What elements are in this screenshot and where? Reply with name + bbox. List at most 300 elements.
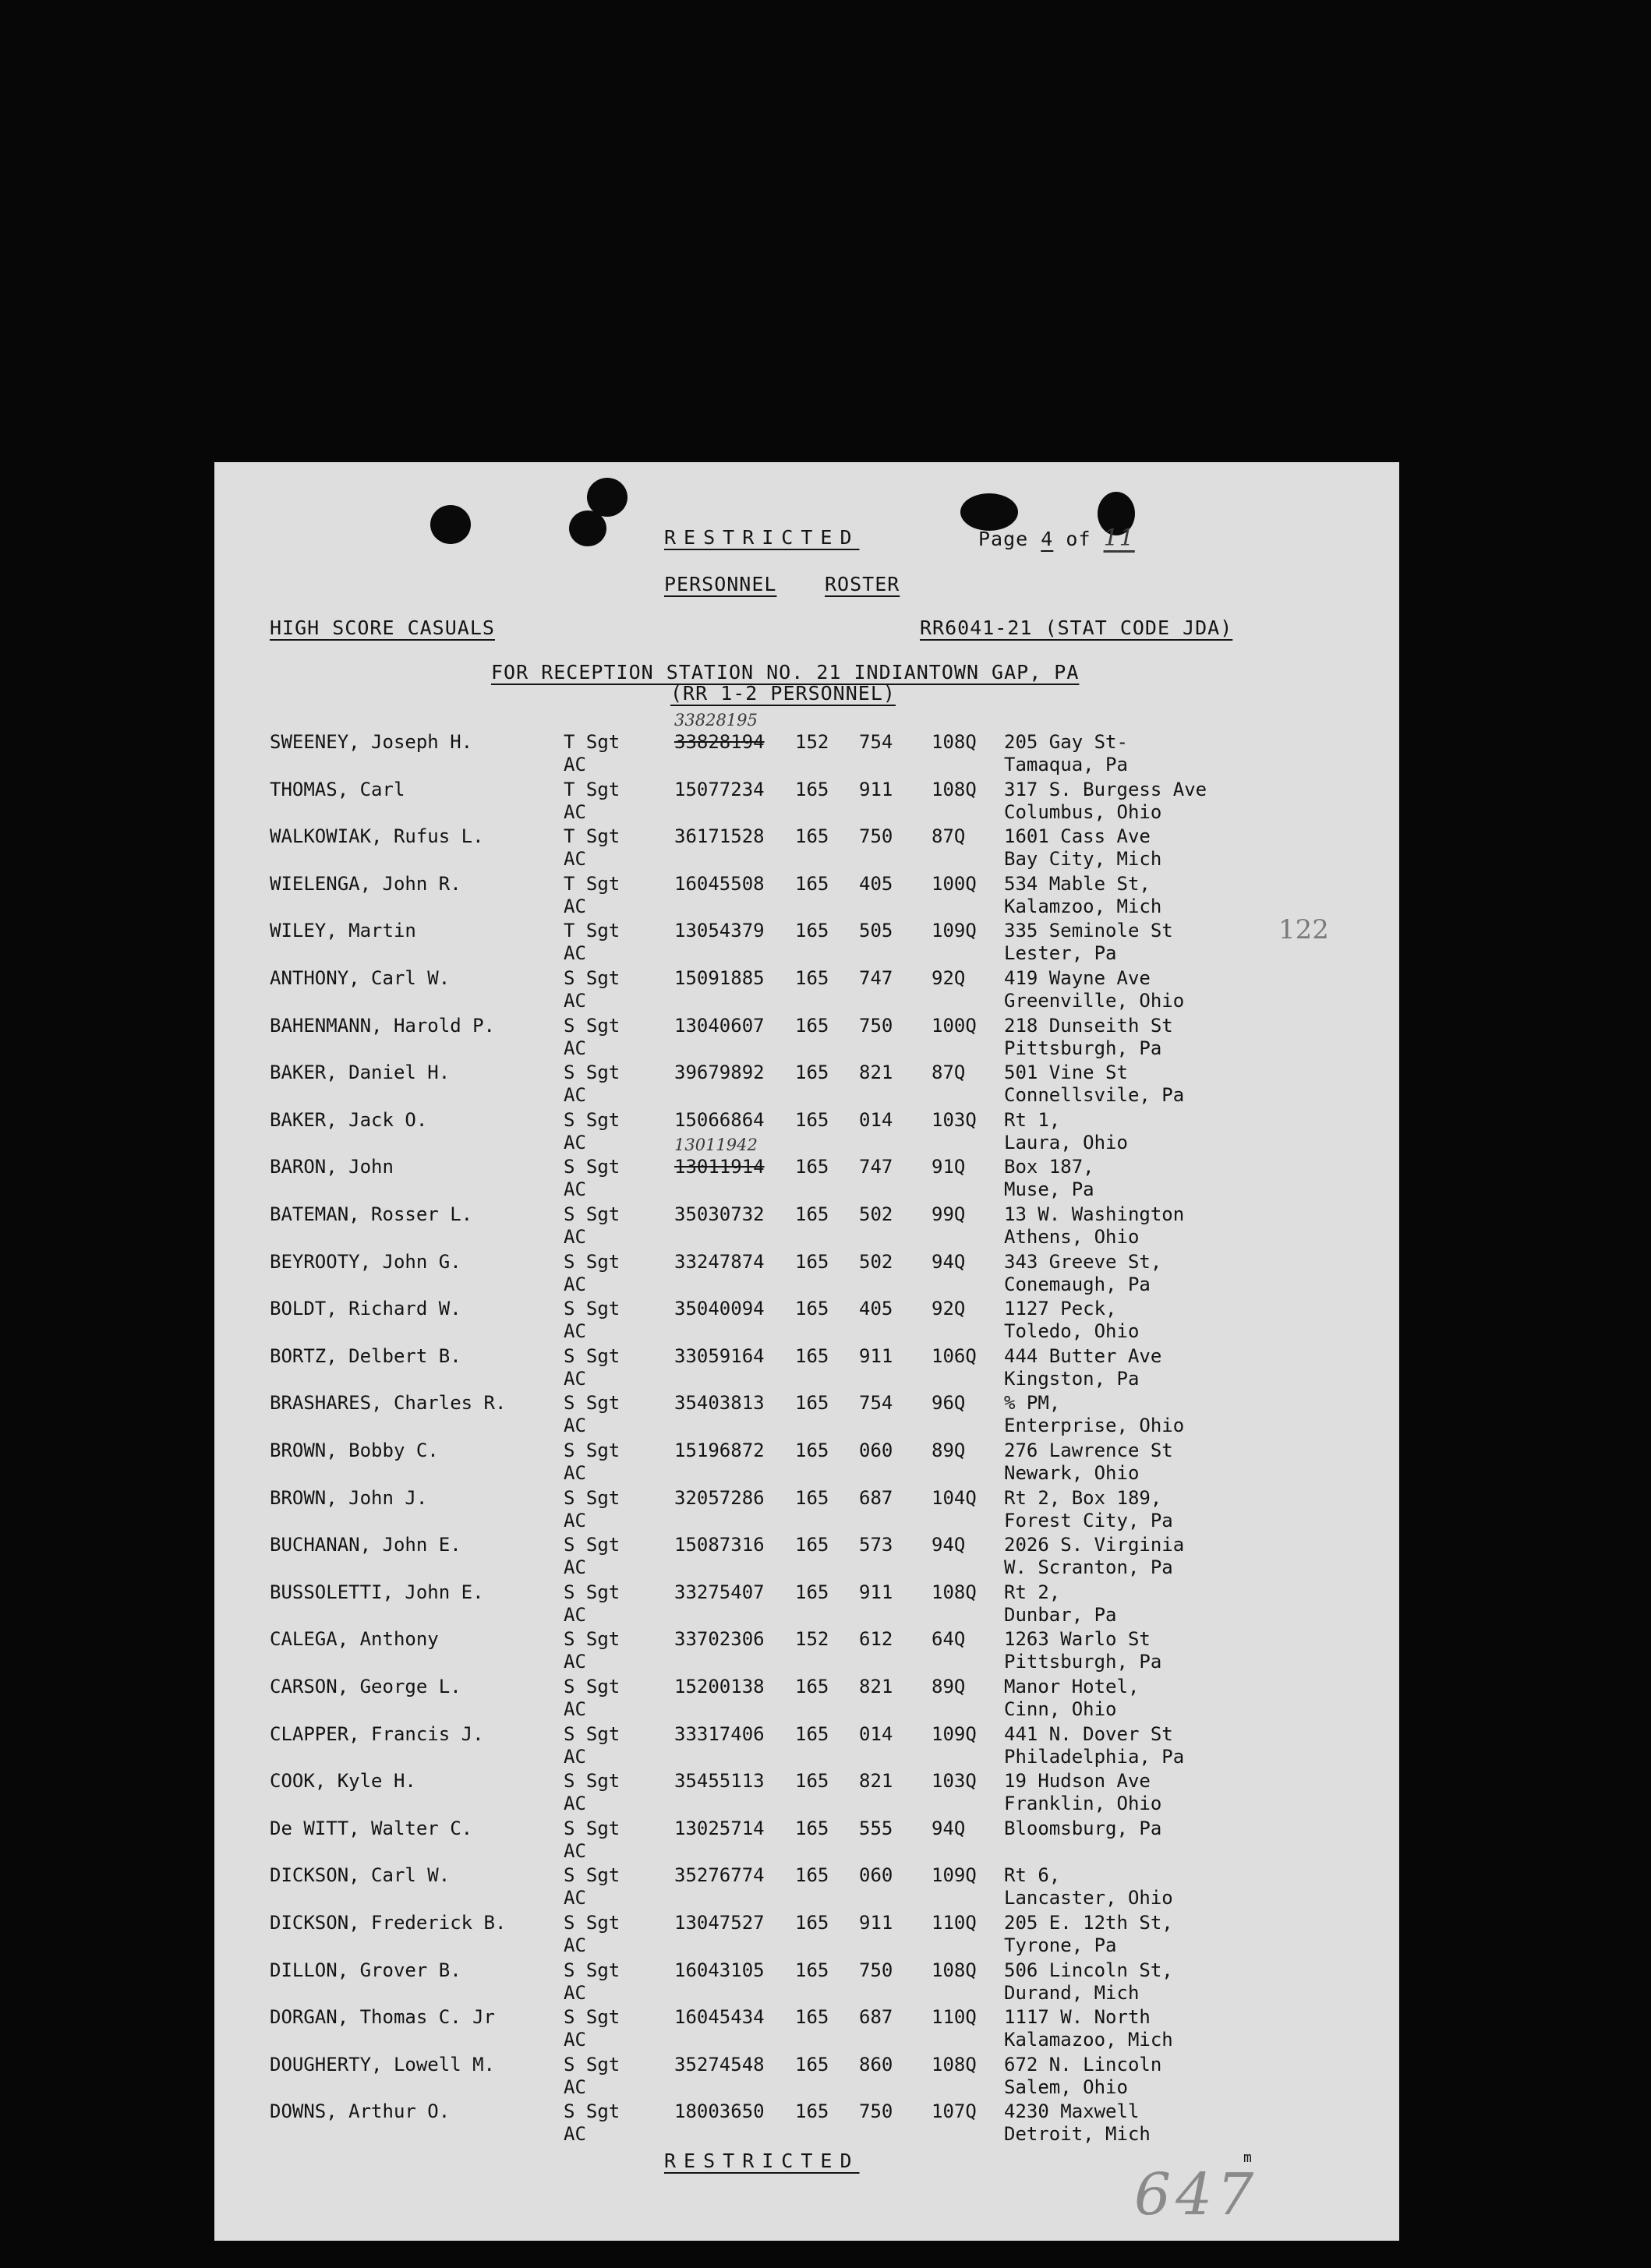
roster-serial: 39679892: [674, 1062, 765, 1084]
table-row: [214, 1345, 1399, 1392]
unit-name: HIGH SCORE CASUALS: [270, 616, 495, 639]
roster-grade: S Sgt: [564, 1486, 620, 1509]
roster-address-line-2: Tyrone, Pa: [1004, 1934, 1117, 1956]
roster-branch: AC: [564, 1887, 586, 1909]
roster-code-1: 165: [795, 1440, 829, 1461]
table-row: [214, 873, 1399, 920]
roster-name: WILEY, Martin: [270, 920, 416, 942]
roster-branch: AC: [564, 1556, 586, 1579]
roster-address-line-2: Greenville, Ohio: [1004, 990, 1185, 1012]
punch-hole: [430, 505, 471, 544]
roster-code-2: 573: [859, 1534, 893, 1556]
roster-serial: 33317406: [674, 1722, 765, 1745]
roster-grade: S Sgt: [564, 2053, 620, 2075]
roster-grade: S Sgt: [564, 1864, 620, 1887]
roster-name: BUSSOLETTI, John E.: [270, 1581, 484, 1603]
roster-address-line-1: Rt 2, Box 189,: [1004, 1486, 1162, 1509]
roster-score: 87Q: [932, 825, 966, 848]
roster-address-line-1: 1127 Peck,: [1004, 1298, 1117, 1320]
roster-address-line-2: Salem, Ohio: [1004, 2075, 1128, 2098]
roster-score: 109Q: [932, 1864, 977, 1887]
roster-score: 92Q: [932, 1298, 966, 1320]
roster-code-1: 165: [795, 1864, 829, 1887]
roster-address-line-2: Conemaugh, Pa: [1004, 1273, 1151, 1295]
roster-address-line-1: 1263 Warlo St: [1004, 1628, 1151, 1651]
roster-score: 108Q: [932, 731, 977, 753]
table-row: [214, 1251, 1399, 1298]
roster-serial: 13025714: [674, 1817, 765, 1839]
roster-serial: 13047527: [674, 1912, 765, 1934]
roster-grade: S Sgt: [564, 1203, 620, 1225]
roster-branch: AC: [564, 1367, 586, 1390]
roster-name: BAKER, Daniel H.: [270, 1062, 451, 1084]
roster-code-1: 165: [795, 1250, 829, 1273]
roster-grade: S Sgt: [564, 1959, 620, 1981]
roster-grade: S Sgt: [564, 2100, 620, 2123]
table-row: [214, 1440, 1399, 1486]
roster-code-2: 821: [859, 1062, 893, 1084]
table-row: [214, 920, 1399, 966]
roster-branch: AC: [564, 1462, 586, 1484]
roster-address-line-1: 2026 S. Virginia: [1004, 1534, 1185, 1556]
roster-code-1: 165: [795, 920, 829, 942]
roster-score: 91Q: [932, 1156, 966, 1178]
roster-address-line-2: Tamaqua, Pa: [1004, 754, 1128, 775]
roster-code-2: 747: [859, 967, 893, 989]
roster-score: 100Q: [932, 872, 977, 895]
roster-code-1: 165: [795, 778, 829, 800]
roster-serial: 16045508: [674, 872, 765, 895]
roster-grade: S Sgt: [564, 1250, 620, 1273]
roster-branch: AC: [564, 1320, 586, 1343]
roster-address-line-2: Forest City, Pa: [1004, 1509, 1173, 1531]
roster-code-2: 860: [859, 2053, 893, 2075]
roster-branch: AC: [564, 2029, 586, 2051]
table-row: [214, 2006, 1399, 2053]
roster-grade: S Sgt: [564, 1581, 620, 1603]
table-row: [214, 1628, 1399, 1675]
roster-code-1: 165: [795, 1676, 829, 1697]
roster-serial: 15087316: [674, 1534, 765, 1556]
roster-address-line-2: Columbus, Ohio: [1004, 800, 1162, 823]
roster-grade: T Sgt: [564, 920, 620, 942]
roster-code-2: 821: [859, 1676, 893, 1697]
roster-address-line-1: 218 Dunseith St: [1004, 1014, 1173, 1037]
roster-grade: S Sgt: [564, 1156, 620, 1178]
roster-branch: AC: [564, 1037, 586, 1059]
roster-name: BRASHARES, Charles R.: [270, 1392, 507, 1415]
roster-address-line-1: 1117 W. North: [1004, 2006, 1151, 2029]
roster-branch: AC: [564, 895, 586, 917]
roster-grade: S Sgt: [564, 1392, 620, 1415]
roster-score: 109Q: [932, 920, 977, 942]
handwritten-serial-correction: 33828195: [674, 711, 758, 730]
roster-address-line-1: 343 Greeve St,: [1004, 1250, 1162, 1273]
table-row: [214, 1392, 1399, 1439]
table-row: [214, 1770, 1399, 1817]
roster-name: ANTHONY, Carl W.: [270, 967, 451, 989]
roster-address-line-2: Pittsburgh, Pa: [1004, 1037, 1162, 1059]
roster-name: BEYROOTY, John G.: [270, 1250, 461, 1273]
table-row: [214, 1203, 1399, 1250]
roster-grade: S Sgt: [564, 1108, 620, 1131]
roster-branch: AC: [564, 1273, 586, 1295]
roster-grade: T Sgt: [564, 825, 620, 848]
roster-code-2: 911: [859, 778, 893, 800]
page-label: Page: [978, 528, 1029, 550]
roster-serial: 33702306: [674, 1628, 765, 1651]
roster-address-line-1: 317 S. Burgess Ave: [1004, 778, 1207, 800]
roster-serial: 35274548: [674, 2053, 765, 2075]
roster-code-2: 747: [859, 1156, 893, 1178]
roster-score: 108Q: [932, 2053, 977, 2075]
roster-score: 110Q: [932, 1912, 977, 1934]
roster-serial: 15066864: [674, 1108, 765, 1131]
roster-branch: AC: [564, 1226, 586, 1248]
roster-name: COOK, Kyle H.: [270, 1770, 416, 1793]
roster-score: 107Q: [932, 2100, 977, 2123]
roster-serial: 32057286: [674, 1486, 765, 1509]
roster-code-1: 165: [795, 1344, 829, 1367]
roster-branch: AC: [564, 800, 586, 823]
roster-address-line-2: Lester, Pa: [1004, 942, 1117, 965]
roster-address-line-1: Manor Hotel,: [1004, 1676, 1140, 1697]
handwritten-serial-correction: 13011942: [674, 1136, 758, 1155]
roster-grade: S Sgt: [564, 967, 620, 989]
roster-address-line-1: 335 Seminole St: [1004, 920, 1173, 942]
roster-score: 94Q: [932, 1250, 966, 1273]
roster-name: CLAPPER, Francis J.: [270, 1722, 484, 1745]
roster-score: 64Q: [932, 1628, 966, 1651]
roster-address-line-1: 672 N. Lincoln: [1004, 2053, 1162, 2075]
roster-code-1: 165: [795, 1392, 829, 1415]
roster-branch: AC: [564, 1934, 586, 1956]
roster-code-2: 060: [859, 1440, 893, 1461]
roster-address-line-2: Kingston, Pa: [1004, 1367, 1140, 1390]
title-roster: ROSTER: [825, 573, 900, 595]
table-row: [214, 1015, 1399, 1062]
roster-grade: T Sgt: [564, 731, 620, 753]
roster-grade: S Sgt: [564, 1014, 620, 1037]
roster-branch: AC: [564, 1698, 586, 1720]
roster-address-line-2: Dunbar, Pa: [1004, 1603, 1117, 1626]
roster-serial: 13040607: [674, 1014, 765, 1037]
table-row: [214, 1818, 1399, 1864]
roster-code-2: 502: [859, 1250, 893, 1273]
sub-destination: (RR 1-2 PERSONNEL): [670, 682, 896, 705]
table-row: [214, 711, 1399, 778]
roster-score: 89Q: [932, 1440, 966, 1461]
roster-grade: S Sgt: [564, 1628, 620, 1651]
roster-branch: AC: [564, 2075, 586, 2098]
roster-address-line-1: 419 Wayne Ave: [1004, 967, 1151, 989]
roster-grade: T Sgt: [564, 872, 620, 895]
roster-address-line-1: 534 Mable St,: [1004, 872, 1151, 895]
roster-address-line-2: Franklin, Ohio: [1004, 1793, 1162, 1815]
roster-address-line-1: Rt 1,: [1004, 1108, 1061, 1131]
page-indicator: [978, 525, 1197, 552]
roster-code-1: 165: [795, 1014, 829, 1037]
page-of: of: [1066, 528, 1091, 550]
roster-branch: AC: [564, 990, 586, 1012]
roster-name: SWEENEY, Joseph H.: [270, 731, 473, 753]
roster-code-2: 821: [859, 1770, 893, 1793]
roster-code-2: 754: [859, 731, 893, 753]
roster-code-1: 165: [795, 1534, 829, 1556]
roster-branch: AC: [564, 942, 586, 965]
roster-address-line-2: Pittsburgh, Pa: [1004, 1651, 1162, 1673]
roster-code-1: 165: [795, 2006, 829, 2029]
roster-score: 110Q: [932, 2006, 977, 2029]
roster-address-line-1: Rt 6,: [1004, 1864, 1061, 1887]
roster-branch: AC: [564, 1839, 586, 1862]
roster-branch: AC: [564, 1745, 586, 1768]
roster-name: DOWNS, Arthur O.: [270, 2100, 451, 2123]
roster-score: 109Q: [932, 1722, 977, 1745]
roster-serial: 35040094: [674, 1298, 765, 1320]
roster-name: BARON, John: [270, 1156, 394, 1178]
roster-address-line-1: 441 N. Dover St: [1004, 1722, 1173, 1745]
classification-top: RESTRICTED: [664, 526, 860, 549]
roster-code-2: 505: [859, 920, 893, 942]
roster-grade: S Sgt: [564, 2006, 620, 2029]
roster-branch: AC: [564, 848, 586, 871]
roster-serial: 35030732: [674, 1203, 765, 1225]
table-row: [214, 1723, 1399, 1770]
classification-bottom: RESTRICTED: [664, 2150, 860, 2172]
roster-code-2: 750: [859, 825, 893, 848]
roster-grade: S Sgt: [564, 1344, 620, 1367]
order-reference: RR6041-21 (STAT CODE JDA): [920, 616, 1233, 639]
title-personnel: PERSONNEL: [664, 573, 777, 595]
roster-code-1: 165: [795, 2100, 829, 2123]
roster-score: 87Q: [932, 1062, 966, 1084]
roster-code-1: 165: [795, 1108, 829, 1131]
roster-code-2: 750: [859, 1014, 893, 1037]
roster-score: 103Q: [932, 1770, 977, 1793]
roster-code-1: 152: [795, 1628, 829, 1651]
roster-score: 108Q: [932, 1959, 977, 1981]
roster-code-1: 165: [795, 1817, 829, 1839]
roster-grade: S Sgt: [564, 1534, 620, 1556]
roster-code-1: 165: [795, 1062, 829, 1084]
roster-score: 108Q: [932, 1581, 977, 1603]
roster-address-line-2: Lancaster, Ohio: [1004, 1887, 1173, 1909]
destination: FOR RECEPTION STATION NO. 21 INDIANTOWN GAP, PA: [491, 661, 1080, 684]
roster-code-2: 754: [859, 1392, 893, 1415]
table-row: [214, 1062, 1399, 1108]
roster-name: DOUGHERTY, Lowell M.: [270, 2053, 495, 2075]
roster-code-1: 165: [795, 872, 829, 895]
roster-code-2: 911: [859, 1344, 893, 1367]
roster-code-2: 405: [859, 872, 893, 895]
roster-name: CARSON, George L.: [270, 1676, 461, 1697]
roster-address-line-2: W. Scranton, Pa: [1004, 1556, 1173, 1579]
roster-address-line-2: Athens, Ohio: [1004, 1226, 1140, 1248]
roster-code-2: 014: [859, 1108, 893, 1131]
table-row: [214, 1959, 1399, 2006]
roster-address-line-2: Muse, Pa: [1004, 1178, 1094, 1201]
roster-name: DICKSON, Frederick B.: [270, 1912, 507, 1934]
roster-name: BAKER, Jack O.: [270, 1108, 428, 1131]
roster-address-line-2: Cinn, Ohio: [1004, 1698, 1117, 1720]
table-row: [214, 1487, 1399, 1534]
roster-serial: 15196872: [674, 1440, 765, 1461]
table-row: [214, 2054, 1399, 2100]
table-row: [214, 1298, 1399, 1344]
roster-address-line-2: Enterprise, Ohio: [1004, 1415, 1185, 1437]
roster-grade: S Sgt: [564, 1298, 620, 1320]
roster-serial: 18003650: [674, 2100, 765, 2123]
roster-score: 106Q: [932, 1344, 977, 1367]
roster-name: BROWN, John J.: [270, 1486, 428, 1509]
roster-address-line-2: Philadelphia, Pa: [1004, 1745, 1185, 1768]
roster-address-line-2: Bay City, Mich: [1004, 848, 1162, 871]
roster-branch: AC: [564, 1178, 586, 1201]
side-stamp: 122: [1278, 914, 1329, 945]
roster-address-line-2: Toledo, Ohio: [1004, 1320, 1140, 1343]
roster-name: BUCHANAN, John E.: [270, 1534, 461, 1556]
roster-name: CALEGA, Anthony: [270, 1628, 439, 1651]
roster-code-2: 687: [859, 1486, 893, 1509]
roster-address-line-1: Rt 2,: [1004, 1581, 1061, 1603]
roster-serial: 35403813: [674, 1392, 765, 1415]
roster-score: 104Q: [932, 1486, 977, 1509]
roster-address-line-1: 205 Gay St-: [1004, 731, 1128, 753]
roster-code-1: 165: [795, 1298, 829, 1320]
table-row: [214, 1864, 1399, 1911]
roster-address-line-1: 501 Vine St: [1004, 1062, 1128, 1084]
roster-code-1: 165: [795, 1486, 829, 1509]
roster-address-line-1: 13 W. Washington: [1004, 1203, 1185, 1225]
table-row: [214, 1676, 1399, 1722]
roster-address-line-2: Durand, Mich: [1004, 1981, 1140, 2004]
roster-address-line-1: 205 E. 12th St,: [1004, 1912, 1173, 1934]
roster-address-line-1: 19 Hudson Ave: [1004, 1770, 1151, 1793]
roster-score: 100Q: [932, 1014, 977, 1037]
punch-hole: [569, 510, 606, 546]
roster-grade: S Sgt: [564, 1440, 620, 1461]
roster-address-line-1: 276 Lawrence St: [1004, 1440, 1173, 1461]
roster-code-1: 165: [795, 967, 829, 989]
corner-mark: m: [1243, 2150, 1252, 2166]
roster-name: WALKOWIAK, Rufus L.: [270, 825, 484, 848]
roster-name: BROWN, Bobby C.: [270, 1440, 439, 1461]
roster-serial: 33059164: [674, 1344, 765, 1367]
table-row: [214, 1109, 1399, 1156]
roster-code-2: 060: [859, 1864, 893, 1887]
roster-grade: S Sgt: [564, 1912, 620, 1934]
roster-branch: AC: [564, 754, 586, 775]
roster-grade: S Sgt: [564, 1770, 620, 1793]
roster-score: 108Q: [932, 778, 977, 800]
page-total: 11: [1103, 525, 1135, 552]
roster-code-2: 750: [859, 2100, 893, 2123]
roster-branch: AC: [564, 1793, 586, 1815]
roster-serial: 16043105: [674, 1959, 765, 1981]
roster-grade: S Sgt: [564, 1817, 620, 1839]
roster-name: DORGAN, Thomas C. Jr: [270, 2006, 495, 2029]
roster-score: 99Q: [932, 1203, 966, 1225]
roster-branch: AC: [564, 1415, 586, 1437]
table-row: [214, 825, 1399, 872]
roster-score: 92Q: [932, 967, 966, 989]
roster-name: BOLDT, Richard W.: [270, 1298, 461, 1320]
roster-branch: AC: [564, 1603, 586, 1626]
roster-address-line-1: Bloomsburg, Pa: [1004, 1817, 1162, 1839]
roster-serial: 13011914: [674, 1156, 765, 1178]
roster-score: 103Q: [932, 1108, 977, 1131]
roster-name: DILLON, Grover B.: [270, 1959, 461, 1981]
roster-code-1: 152: [795, 731, 829, 753]
roster-code-2: 750: [859, 1959, 893, 1981]
roster-branch: AC: [564, 1131, 586, 1153]
roster-code-1: 165: [795, 1912, 829, 1934]
roster-code-2: 687: [859, 2006, 893, 2029]
roster-code-1: 165: [795, 825, 829, 848]
roster-grade: S Sgt: [564, 1062, 620, 1084]
roster-address-line-1: 506 Lincoln St,: [1004, 1959, 1173, 1981]
roster-serial: 35276774: [674, 1864, 765, 1887]
roster-score: 94Q: [932, 1817, 966, 1839]
roster-name: BATEMAN, Rosser L.: [270, 1203, 473, 1225]
roster-address-line-2: Connellsvile, Pa: [1004, 1084, 1185, 1107]
page-number: 4: [1041, 528, 1054, 550]
roster-address-line-1: 444 Butter Ave: [1004, 1344, 1162, 1367]
roster-branch: AC: [564, 2123, 586, 2146]
roster-page: [214, 462, 1399, 2241]
roster-branch: AC: [564, 1084, 586, 1107]
roster-branch: AC: [564, 1651, 586, 1673]
roster-address-line-1: 4230 Maxwell: [1004, 2100, 1140, 2123]
roster-serial: 33828194: [674, 731, 765, 753]
roster-address-line-2: Kalamzoo, Mich: [1004, 895, 1162, 917]
roster-name: BORTZ, Delbert B.: [270, 1344, 461, 1367]
roster-serial: 33275407: [674, 1581, 765, 1603]
frame-number: 647: [1134, 2161, 1259, 2228]
roster-serial: 15091885: [674, 967, 765, 989]
roster-code-1: 165: [795, 1203, 829, 1225]
roster-code-2: 911: [859, 1912, 893, 1934]
roster-code-1: 165: [795, 1959, 829, 1981]
roster-score: 94Q: [932, 1534, 966, 1556]
roster-address-line-1: 1601 Cass Ave: [1004, 825, 1151, 848]
roster-serial: 36171528: [674, 825, 765, 848]
roster-address-line-2: Kalamazoo, Mich: [1004, 2029, 1173, 2051]
roster-name: DICKSON, Carl W.: [270, 1864, 451, 1887]
roster-serial: 15077234: [674, 778, 765, 800]
roster-code-1: 165: [795, 1581, 829, 1603]
roster-name: WIELENGA, John R.: [270, 872, 461, 895]
table-row: [214, 2100, 1399, 2147]
roster-branch: AC: [564, 1981, 586, 2004]
roster-address-line-1: Box 187,: [1004, 1156, 1094, 1178]
roster-code-2: 555: [859, 1817, 893, 1839]
table-row: [214, 779, 1399, 825]
roster-grade: S Sgt: [564, 1722, 620, 1745]
table-row: [214, 967, 1399, 1014]
roster-serial: 33247874: [674, 1250, 765, 1273]
roster-score: 96Q: [932, 1392, 966, 1415]
table-row: [214, 1581, 1399, 1628]
roster-code-2: 911: [859, 1581, 893, 1603]
roster-branch: AC: [564, 1509, 586, 1531]
roster-code-1: 165: [795, 2053, 829, 2075]
roster-name: THOMAS, Carl: [270, 778, 405, 800]
roster-code-2: 014: [859, 1722, 893, 1745]
roster-code-1: 165: [795, 1156, 829, 1178]
roster-code-2: 405: [859, 1298, 893, 1320]
